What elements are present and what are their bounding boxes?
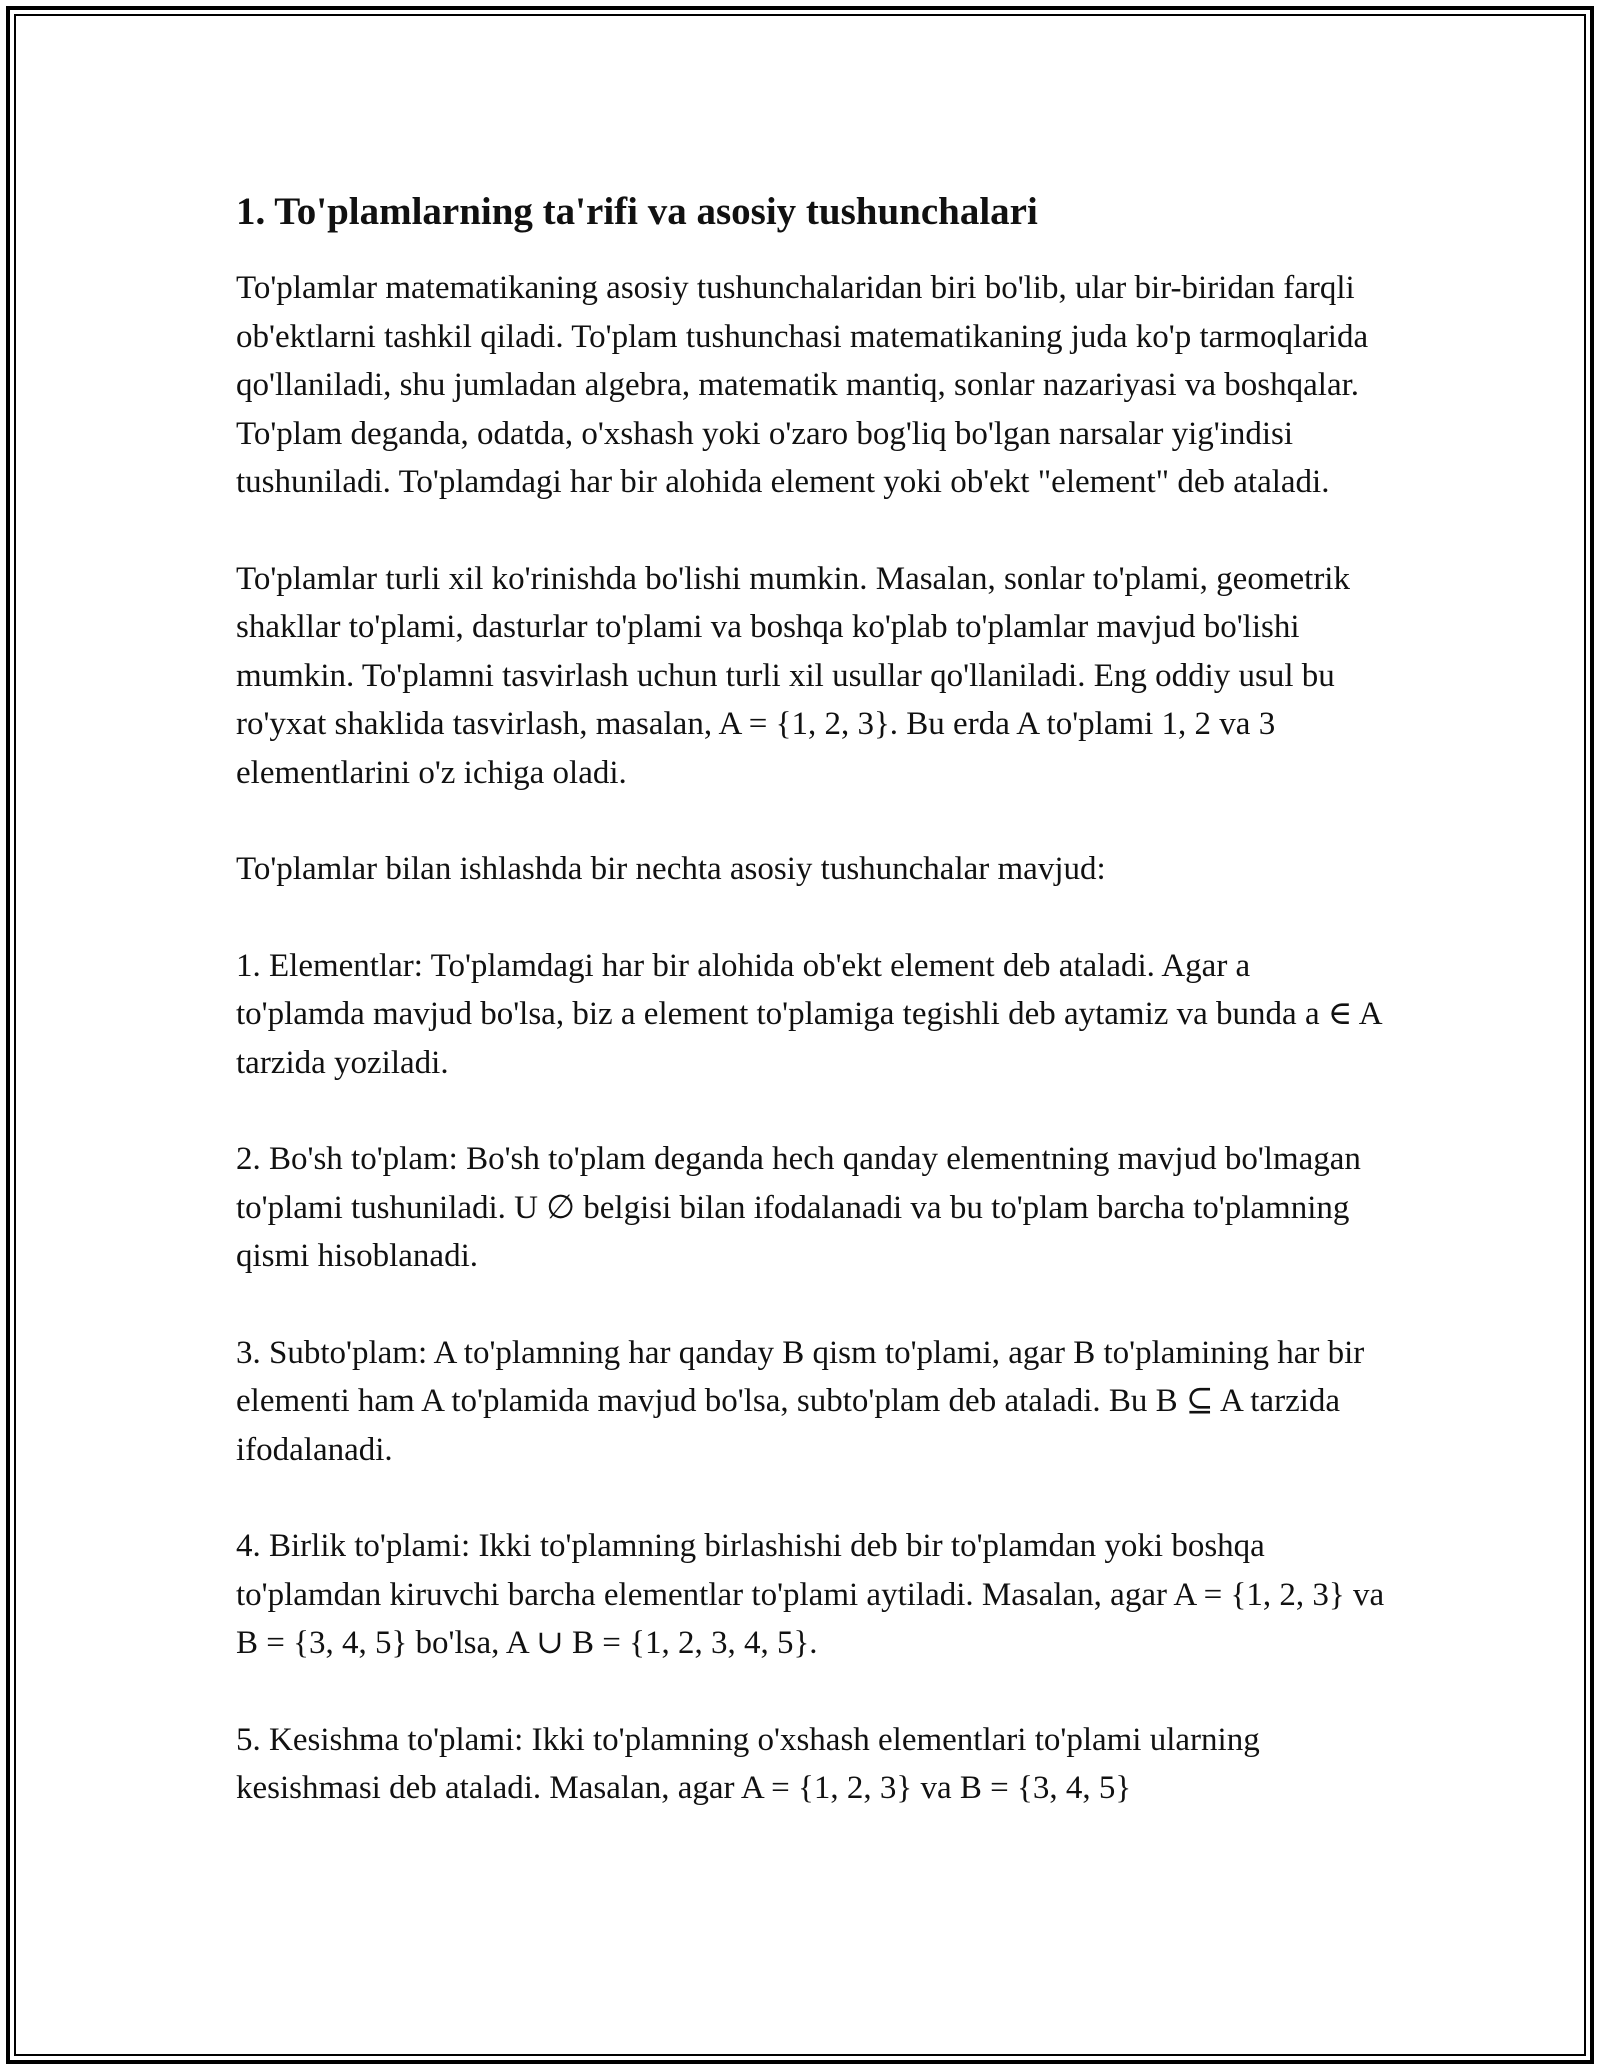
list-item-union: 4. Birlik to'plami: Ikki to'plamning birlashishi deb bir to'plamdan yoki boshqa to'plamdan kiruvchi barcha elementlar to'plami aytiladi. Masalan, agar A = {1, 2, 3} va B = {3, 4, 5} bo'lsa, A ∪ B = {1, 2, 3, 4, 5}. bbox=[236, 1528, 1385, 1661]
list-item-intersection: 5. Kesishma to'plami: Ikki to'plamning o'xshash elementlari to'plami ularning kesishmasi deb ataladi. Masalan, agar A = {1, 2, 3} va B = {3, 4, 5} bbox=[236, 1721, 1260, 1806]
paragraph-intro: To'plamlar matematikaning asosiy tushunchalaridan biri bo'lib, ular bir-biridan farqli ob'ektlarni tashkil qiladi. To'plam tushunchasi matematikaning juda ko'p tarmoqlarida qo'llaniladi, shu jumladan algebra, matematik mantiq, sonlar nazariyasi va boshqalar. To'plam deganda, odatda, o'xshash yoki o'zaro bog'liq bo'lgan narsalar yig'indisi tushuniladi. To'plamdagi har bir alohida element yoki ob'ekt "element" deb ataladi. bbox=[236, 270, 1369, 500]
list-item-empty-set: 2. Bo'sh to'plam: Bo'sh to'plam deganda hech qanday elementning mavjud bo'lmagan to'plami tushuniladi. U ∅ belgisi bilan ifodalanadi va bu to'plam barcha to'plamning qismi hisoblanadi. bbox=[236, 1141, 1361, 1274]
paragraph-representation: To'plamlar turli xil ko'rinishda bo'lishi mumkin. Masalan, sonlar to'plami, geometrik shakllar to'plami, dasturlar to'plami va boshqa ko'plab to'plamlar mavjud bo'lishi mumkin. To'plamni tasvirlash uchun turli xil usullar qo'llaniladi. Eng oddiy usul bu ro'yxat shaklida tasvirlash, masalan, A = {1, 2, 3}. Bu erda A to'plami 1, 2 va 3 elementlarini o'z ichiga oladi. bbox=[236, 560, 1350, 791]
document-body bbox=[236, 186, 1386, 1861]
list-item-elements: 1. Elementlar: To'plamdagi har bir alohida ob'ekt element deb ataladi. Agar a to'plamda mavjud bo'lsa, biz a element to'plamiga tegishli deb aytamiz va bunda a ∈ A tarzida yoziladi. bbox=[236, 947, 1381, 1081]
section-heading: 1. To'plamlarning ta'rifi va asosiy tushunchalari bbox=[236, 190, 1038, 233]
list-item-subset: 3. Subto'plam: A to'plamning har qanday B qism to'plami, agar B to'plamining har bir elementi ham A to'plamida mavjud bo'lsa, subto'plam deb ataladi. Bu B ⊆ A tarzida ifodalanadi. bbox=[236, 1334, 1365, 1468]
paragraph-concepts-intro: To'plamlar bilan ishlashda bir nechta asosiy tushunchalar mavjud: bbox=[236, 851, 1106, 887]
